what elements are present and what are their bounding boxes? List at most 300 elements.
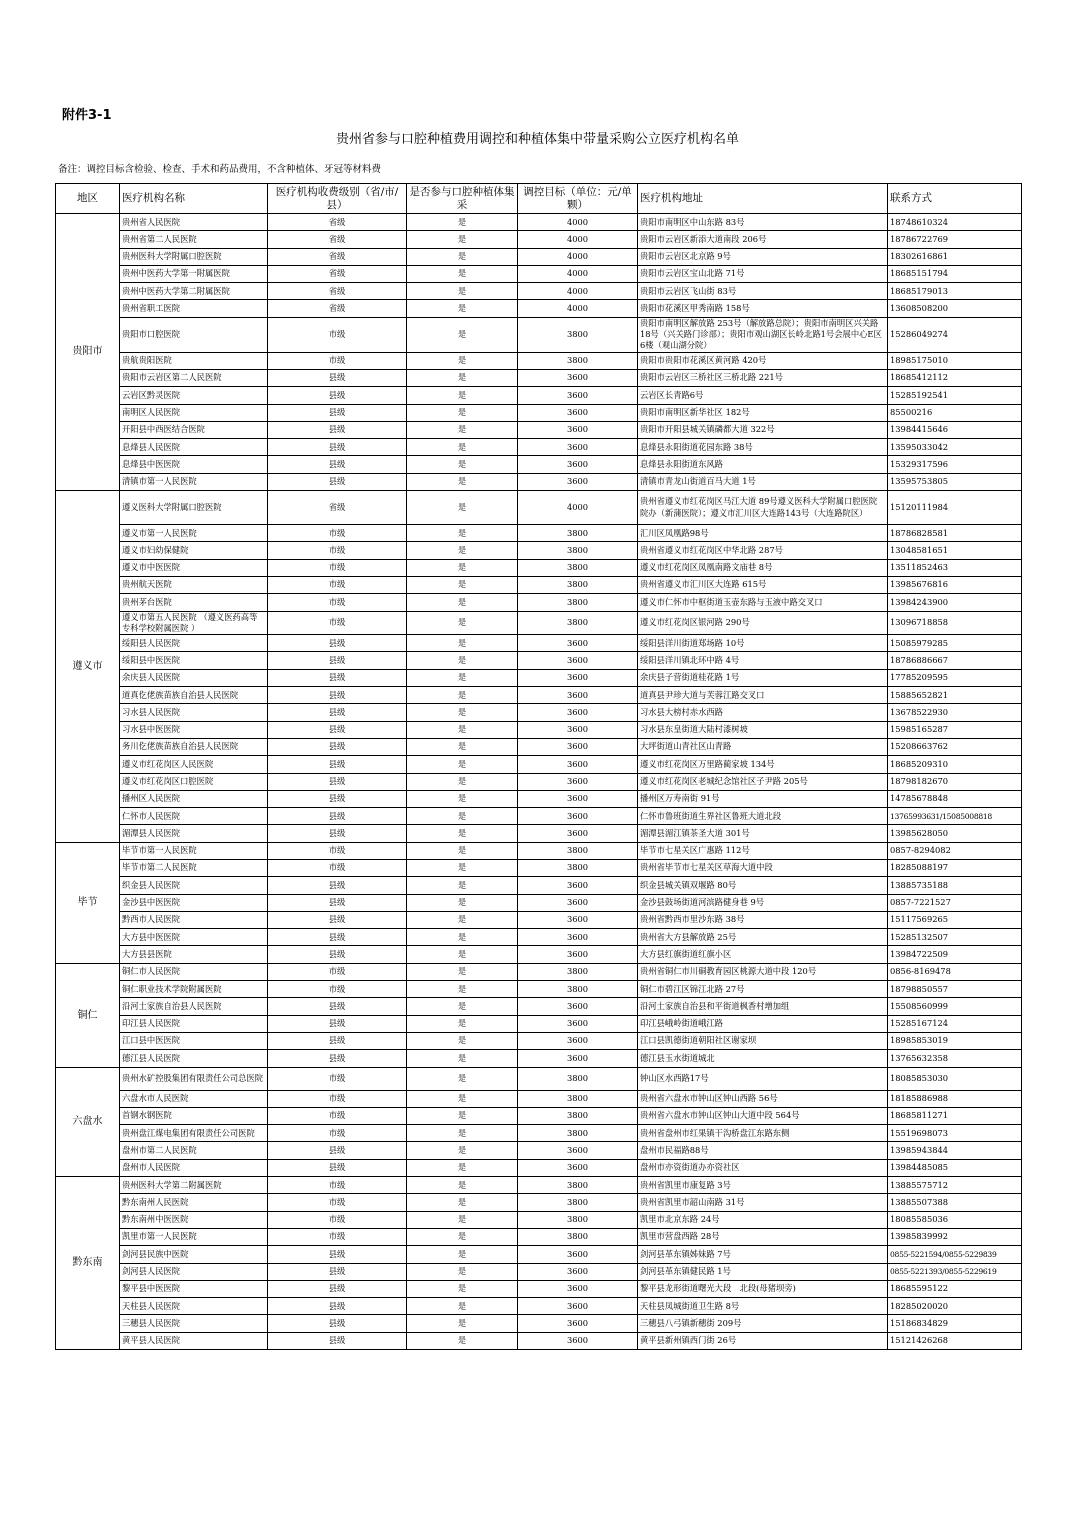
joined-procurement: 是 [407,859,518,876]
joined-procurement: 是 [407,669,518,686]
fee-level: 省级 [268,283,407,300]
contact: 13765632358 [888,1050,1022,1067]
fee-level: 县级 [268,808,407,825]
institution-name: 贵阳市云岩区第二人民医院 [120,369,268,386]
institution-name: 盘州市人民医院 [120,1159,268,1176]
address: 遵义市红花岗区银河路 290号 [638,611,888,635]
joined-procurement: 是 [407,1332,518,1349]
target-price: 3600 [518,1280,638,1297]
fee-level: 市级 [268,842,407,859]
institution-name: 三穗县人民医院 [120,1315,268,1332]
joined-procurement: 是 [407,756,518,773]
target-price: 3600 [518,473,638,490]
fee-level: 县级 [268,635,407,652]
table-row [56,525,1022,542]
institution-name: 毕节市第一人民医院 [120,842,268,859]
target-price: 3800 [518,1067,638,1090]
institution-name: 清镇市第一人民医院 [120,473,268,490]
joined-procurement: 是 [407,1246,518,1263]
fee-level: 县级 [268,704,407,721]
institution-name: 印江县人民医院 [120,1015,268,1032]
address: 贵州省六盘水市钟山区钟山西路 56号 [638,1090,888,1107]
target-price: 3600 [518,756,638,773]
target-price: 4000 [518,300,638,317]
address: 遵义市仁怀市中枢街道玉壶东路与玉液中路交叉口 [638,594,888,611]
table-row [56,842,1022,859]
institution-name: 绥阳县人民医院 [120,635,268,652]
institution-name: 铜仁市人民医院 [120,963,268,980]
fee-level: 县级 [268,1280,407,1297]
table-row [56,421,1022,438]
table-row [56,981,1022,998]
institution-name: 贵州中医药大学第一附属医院 [120,265,268,282]
contact: 13984722509 [888,946,1022,963]
joined-procurement: 是 [407,1263,518,1280]
contact: 18685209310 [888,756,1022,773]
table-row [56,687,1022,704]
table-row [56,559,1022,576]
address: 仁怀市鲁班街道生界社区鲁班大道北段 [638,808,888,825]
institution-name: 贵州水矿控股集团有限责任公司总医院 [120,1067,268,1090]
institution-name: 贵航贵阳医院 [120,352,268,369]
contact: 15117569265 [888,911,1022,928]
address: 云岩区长青路6号 [638,387,888,404]
target-price: 3800 [518,1125,638,1142]
target-price: 3800 [518,1177,638,1194]
region-cell: 贵阳市 [56,214,120,491]
table-row [56,214,1022,231]
address: 贵阳市南明区中山东路 83号 [638,214,888,231]
contact: 15508560999 [888,998,1022,1015]
fee-level: 市级 [268,1107,407,1124]
joined-procurement: 是 [407,1050,518,1067]
target-price: 3600 [518,1032,638,1049]
contact: 15285167124 [888,1015,1022,1032]
address: 贵州省黔西市里沙东路 38号 [638,911,888,928]
address: 凯里市营盘西路 28号 [638,1228,888,1245]
institution-name: 贵阳市口腔医院 [120,317,268,352]
institution-name: 黎平县中医医院 [120,1280,268,1297]
joined-procurement: 是 [407,687,518,704]
address: 贵阳市云岩区宝山北路 71号 [638,265,888,282]
fee-level: 省级 [268,491,407,525]
target-price: 3600 [518,1142,638,1159]
joined-procurement: 是 [407,1159,518,1176]
target-price: 3600 [518,652,638,669]
fee-level: 省级 [268,265,407,282]
fee-level: 县级 [268,1159,407,1176]
institution-name: 息烽县人民医院 [120,439,268,456]
joined-procurement: 是 [407,283,518,300]
attachment-label: 附件3-1 [62,108,112,123]
target-price: 3800 [518,842,638,859]
fee-level: 市级 [268,1177,407,1194]
institution-name: 南明区人民医院 [120,404,268,421]
table-row [56,1332,1022,1349]
table-row [56,1090,1022,1107]
address: 绥阳县洋川镇北环中路 4号 [638,652,888,669]
fee-level: 县级 [268,687,407,704]
table-row [56,721,1022,738]
joined-procurement: 是 [407,894,518,911]
address: 凯里市北京东路 24号 [638,1211,888,1228]
contact: 0855-5221594/0855-5229839 [888,1246,1022,1263]
address: 贵州省遵义市红花岗区中华北路 287号 [638,542,888,559]
address: 汇川区凤凰路98号 [638,525,888,542]
header-region: 地区 [56,184,120,214]
fee-level: 市级 [268,1067,407,1090]
target-price: 3600 [518,877,638,894]
table-row [56,894,1022,911]
institution-name: 黔西市人民医院 [120,911,268,928]
joined-procurement: 是 [407,491,518,525]
fee-level: 县级 [268,369,407,386]
fee-level: 县级 [268,387,407,404]
institution-name: 凯里市第一人民医院 [120,1228,268,1245]
joined-procurement: 是 [407,1298,518,1315]
joined-procurement: 是 [407,738,518,755]
fee-level: 县级 [268,439,407,456]
joined-procurement: 是 [407,877,518,894]
contact: 18085585036 [888,1211,1022,1228]
contact: 18685595122 [888,1280,1022,1297]
target-price: 3600 [518,790,638,807]
address: 遵义市红花岗区万里路蔺家坡 134号 [638,756,888,773]
contact: 13984415646 [888,421,1022,438]
table-row [56,1263,1022,1280]
table-row [56,704,1022,721]
contact: 14785678848 [888,790,1022,807]
fee-level: 县级 [268,1332,407,1349]
fee-level: 市级 [268,525,407,542]
table-row [56,877,1022,894]
address: 贵州省铜仁市川硐教育园区桃源大道中段 120号 [638,963,888,980]
contact: 15985165287 [888,721,1022,738]
contact: 0857-7221527 [888,894,1022,911]
address: 习水县东皇街道大陆村漆树坡 [638,721,888,738]
table-row [56,1125,1022,1142]
joined-procurement: 是 [407,594,518,611]
contact: 18085853030 [888,1067,1022,1090]
table-row [56,1280,1022,1297]
address: 德江县玉水街道城北 [638,1050,888,1067]
contact: 15285132507 [888,929,1022,946]
institution-name: 德江县人民医院 [120,1050,268,1067]
table-header-row [56,184,1022,214]
fee-level: 县级 [268,1050,407,1067]
target-price: 4000 [518,231,638,248]
institution-name: 剑河县民族中医院 [120,1246,268,1263]
table-body [56,214,1022,1350]
target-price: 3600 [518,738,638,755]
joined-procurement: 是 [407,1315,518,1332]
fee-level: 市级 [268,611,407,635]
institution-name: 贵州中医药大学第二附属医院 [120,283,268,300]
address: 贵阳市云岩区新添大道南段 206号 [638,231,888,248]
contact: 18786722769 [888,231,1022,248]
institution-name: 息烽县中医医院 [120,456,268,473]
target-price: 3600 [518,911,638,928]
table-row [56,911,1022,928]
institution-name: 天柱县人民医院 [120,1298,268,1315]
address: 盘州市亦资街道办亦资社区 [638,1159,888,1176]
institution-name: 沿河土家族自治县人民医院 [120,998,268,1015]
institution-name: 贵州盘江煤电集团有限责任公司医院 [120,1125,268,1142]
institution-name: 贵州省人民医院 [120,214,268,231]
table-row [56,1050,1022,1067]
joined-procurement: 是 [407,611,518,635]
target-price: 3600 [518,946,638,963]
joined-procurement: 是 [407,825,518,842]
contact: 18786886667 [888,652,1022,669]
address: 贵州省遵义市红花岗区马江大道 89号遵义医科大学附属口腔医院院办（新蒲医院）；遵义市汇川区大连路143号（大连路院区） [638,491,888,525]
joined-procurement: 是 [407,456,518,473]
table-row [56,1159,1022,1176]
joined-procurement: 是 [407,1107,518,1124]
fee-level: 县级 [268,877,407,894]
header-contact: 联系方式 [888,184,1022,214]
document-title: 贵州省参与口腔种植费用调控和种植体集中带量采购公立医疗机构名单 [335,132,739,147]
target-price: 3600 [518,704,638,721]
address: 绥阳县洋川街道郑场路 10号 [638,635,888,652]
address: 贵州省凯里市康复路 3号 [638,1177,888,1194]
table-row [56,946,1022,963]
table-row [56,669,1022,686]
address: 印江县峨岭街道峨江路 [638,1015,888,1032]
fee-level: 县级 [268,1246,407,1263]
institution-name: 绥阳县中医医院 [120,652,268,669]
contact: 18798182670 [888,773,1022,790]
institution-name: 遵义市中医医院 [120,559,268,576]
table-row [56,283,1022,300]
table-row [56,473,1022,490]
address: 盘州市民福路88号 [638,1142,888,1159]
address: 织金县城关镇双堰路 80号 [638,877,888,894]
address: 贵阳市南明区解放路 253号（解放路总院）；贵阳市南明区兴关路 18号（兴关路门诊部）；贵阳市观山湖区长岭北路1号会展中心E区6楼（观山湖分院） [638,317,888,352]
joined-procurement: 是 [407,998,518,1015]
contact: 13048581651 [888,542,1022,559]
institution-name: 播州区人民医院 [120,790,268,807]
contact: 18285020020 [888,1298,1022,1315]
address: 沿河土家族自治县和平街道枫香村增加组 [638,998,888,1015]
fee-level: 县级 [268,773,407,790]
contact: 13678522930 [888,704,1022,721]
target-price: 4000 [518,265,638,282]
fee-level: 县级 [268,825,407,842]
target-price: 3800 [518,594,638,611]
fee-level: 县级 [268,1015,407,1032]
target-price: 3600 [518,687,638,704]
contact: 13608508200 [888,300,1022,317]
address: 播州区万寿南街 91号 [638,790,888,807]
institution-name: 剑河县人民医院 [120,1263,268,1280]
joined-procurement: 是 [407,911,518,928]
institution-name: 黔东南州中医医院 [120,1211,268,1228]
joined-procurement: 是 [407,704,518,721]
contact: 15186834829 [888,1315,1022,1332]
contact: 15121426268 [888,1332,1022,1349]
contact: 17785209595 [888,669,1022,686]
fee-level: 县级 [268,1142,407,1159]
table-row [56,404,1022,421]
target-price: 3600 [518,1315,638,1332]
joined-procurement: 是 [407,317,518,352]
joined-procurement: 是 [407,1125,518,1142]
fee-level: 市级 [268,1194,407,1211]
institution-name: 遵义市第一人民医院 [120,525,268,542]
header-institution-name: 医疗机构名称 [120,184,268,214]
joined-procurement: 是 [407,439,518,456]
target-price: 3600 [518,1298,638,1315]
table-row [56,1032,1022,1049]
joined-procurement: 是 [407,808,518,825]
contact: 18985175010 [888,352,1022,369]
table-row [56,1015,1022,1032]
target-price: 4000 [518,283,638,300]
fee-level: 县级 [268,652,407,669]
table-row [56,756,1022,773]
region-cell: 遵义市 [56,491,120,843]
contact: 18685151794 [888,265,1022,282]
target-price: 3600 [518,808,638,825]
target-price: 3600 [518,456,638,473]
header-fee-level: 医疗机构收费级别（省/市/县） [268,184,407,214]
address: 贵阳市花溪区甲秀南路 158号 [638,300,888,317]
address: 贵州省毕节市七星关区草海大道中段 [638,859,888,876]
fee-level: 县级 [268,756,407,773]
address: 大坪街道山青社区山青路 [638,738,888,755]
institution-name: 云岩区黔灵医院 [120,387,268,404]
table-row [56,773,1022,790]
contact: 18748610324 [888,214,1022,231]
address: 贵州省遵义市汇川区大连路 615号 [638,576,888,593]
institution-name: 大方县县医院 [120,946,268,963]
fee-level: 市级 [268,1211,407,1228]
fee-level: 市级 [268,352,407,369]
remarks-note: 备注：调控目标含检验、检查、手术和药品费用，不含种植体、牙冠等材料费 [58,164,382,175]
joined-procurement: 是 [407,473,518,490]
contact: 15085979285 [888,635,1022,652]
address: 遵义市红花岗区老城纪念馆社区子尹路 205号 [638,773,888,790]
target-price: 3600 [518,894,638,911]
address: 贵阳市开阳县城关镇磷都大道 322号 [638,421,888,438]
target-price: 3600 [518,825,638,842]
joined-procurement: 是 [407,963,518,980]
fee-level: 省级 [268,300,407,317]
fee-level: 县级 [268,894,407,911]
joined-procurement: 是 [407,929,518,946]
table-row [56,594,1022,611]
contact: 15519698073 [888,1125,1022,1142]
table-row [56,1067,1022,1090]
contact: 13984243900 [888,594,1022,611]
joined-procurement: 是 [407,387,518,404]
target-price: 3600 [518,1246,638,1263]
fee-level: 县级 [268,1032,407,1049]
institution-name: 遵义市红花岗区口腔医院 [120,773,268,790]
fee-level: 市级 [268,542,407,559]
header-joined-procurement: 是否参与口腔种植体集采 [407,184,518,214]
contact: 18302616861 [888,248,1022,265]
target-price: 3600 [518,439,638,456]
fee-level: 县级 [268,473,407,490]
fee-level: 市级 [268,317,407,352]
contact: 15329317596 [888,456,1022,473]
institution-name: 大方县中医医院 [120,929,268,946]
table-row [56,456,1022,473]
institution-name: 仁怀市人民医院 [120,808,268,825]
table-row [56,265,1022,282]
target-price: 3800 [518,1090,638,1107]
table-row [56,1228,1022,1245]
joined-procurement: 是 [407,352,518,369]
fee-level: 县级 [268,404,407,421]
fee-level: 市级 [268,594,407,611]
contact: 18285088197 [888,859,1022,876]
joined-procurement: 是 [407,652,518,669]
institution-name: 贵州医科大学第二附属医院 [120,1177,268,1194]
institution-name: 贵州医科大学附属口腔医院 [120,248,268,265]
target-price: 3800 [518,576,638,593]
address: 贵阳市云岩区飞山街 83号 [638,283,888,300]
table-row [56,369,1022,386]
fee-level: 市级 [268,859,407,876]
joined-procurement: 是 [407,559,518,576]
address: 清镇市青龙山街道百马大道 1号 [638,473,888,490]
institution-table [55,183,1022,1350]
fee-level: 县级 [268,456,407,473]
fee-level: 县级 [268,421,407,438]
institution-name: 毕节市第二人民医院 [120,859,268,876]
contact: 18786828581 [888,525,1022,542]
header-address: 医疗机构地址 [638,184,888,214]
joined-procurement: 是 [407,1177,518,1194]
fee-level: 市级 [268,1228,407,1245]
joined-procurement: 是 [407,300,518,317]
institution-name: 贵州茅台医院 [120,594,268,611]
institution-name: 习水县中医医院 [120,721,268,738]
institution-name: 首钢水钢医院 [120,1107,268,1124]
joined-procurement: 是 [407,248,518,265]
institution-name: 遵义医科大学附属口腔医院 [120,491,268,525]
table-row [56,998,1022,1015]
region-cell: 毕节 [56,842,120,963]
institution-name: 织金县人民医院 [120,877,268,894]
table-row [56,1177,1022,1194]
target-price: 3800 [518,559,638,576]
table-row [56,248,1022,265]
target-price: 3800 [518,611,638,635]
address: 黄平县新州镇西门街 26号 [638,1332,888,1349]
target-price: 3800 [518,963,638,980]
fee-level: 县级 [268,738,407,755]
institution-name: 务川仡佬族苗族自治县人民医院 [120,738,268,755]
target-price: 4000 [518,491,638,525]
contact: 18685811271 [888,1107,1022,1124]
contact: 85500216 [888,404,1022,421]
institution-name: 遵义市第五人民医院 （遵义医药高等专科学校附属医院 ） [120,611,268,635]
table-row [56,825,1022,842]
table-row [56,542,1022,559]
target-price: 3600 [518,1015,638,1032]
target-price: 3600 [518,369,638,386]
contact: 15286049274 [888,317,1022,352]
fee-level: 县级 [268,911,407,928]
fee-level: 市级 [268,1090,407,1107]
target-price: 4000 [518,214,638,231]
target-price: 3800 [518,1107,638,1124]
table-row [56,439,1022,456]
